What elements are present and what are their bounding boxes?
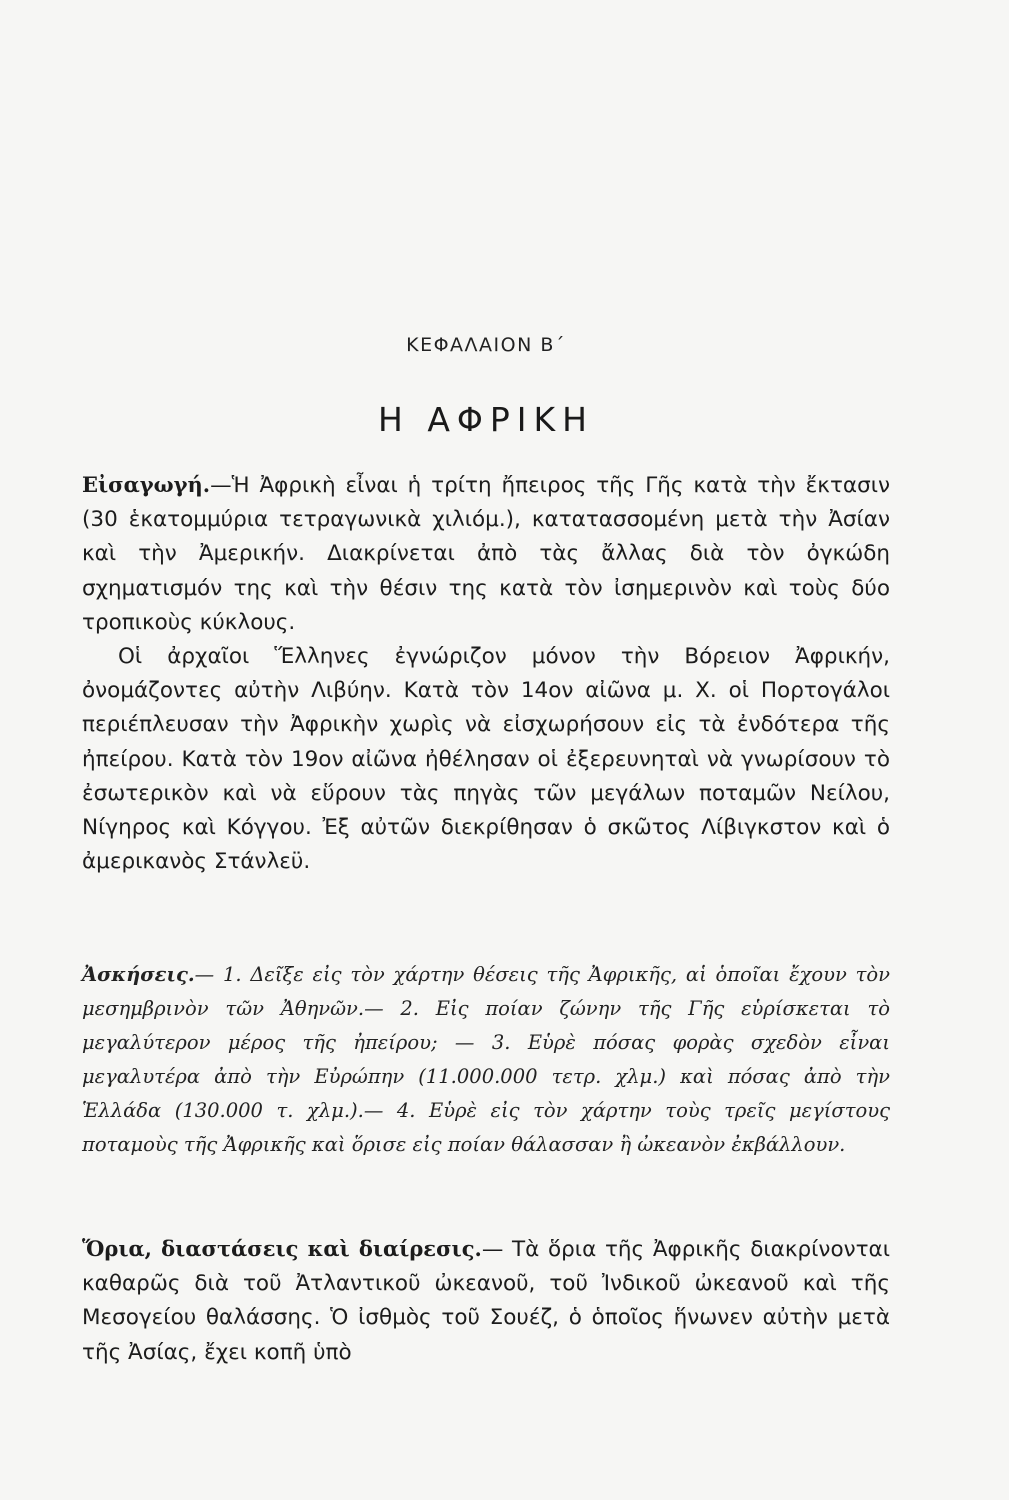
intro-paragraph-2: Οἱ ἀρχαῖοι Ἕλληνες ἐγνώριζον μόνον τὴν Βόρειον Ἀφρικήν, ὀνομάζοντες αὐτὴν Λιβύην. Κατὰ τὸν 14ον αἰῶνα μ. Χ. οἱ Πορτογάλοι περιέπλευσαν τὴν Ἀφρικὴν χωρὶς νὰ εἰσχωρήσουν εἰς τὰ ἐνδότερα τῆς ἠπείρου. Κατὰ τὸν 19ον αἰῶνα ἠθέλησαν οἱ ἐξερευνηταὶ νὰ γνωρίσουν τὸ ἐσωτερικὸν καὶ νὰ εὕρουν τὰς πηγὰς τῶν μεγάλων ποταμῶν Νείλου, Νίγηρος καὶ Κόγγου. Ἐξ αὐτῶν διεκρίθησαν ὁ σκῶτος Λίβιγκστον καὶ ὁ ἀμερικανὸς Στάνλεϋ.: [82, 644, 890, 875]
borders-text: — Τὰ ὅρια τῆς Ἀφρικῆς διακρίνονται καθαρῶς διὰ τοῦ Ἀτλαντικοῦ ὠκεανοῦ, τοῦ Ἰνδικοῦ ὠκεανοῦ καὶ τῆς Μεσογείου θαλάσσης. Ὁ ἰσθμὸς τοῦ Σουέζ, ὁ ὁποῖος ἥνωνεν αὐτὴν μετὰ τῆς Ἀσίας, ἔχει κοπῆ ὑπὸ: [82, 1237, 891, 1365]
borders-heading: Ὅρια, διαστάσεις καὶ διαίρεσις.: [82, 1236, 482, 1261]
intro-paragraph-1: [82, 468, 890, 640]
exercises-text: — 1. Δεῖξε εἰς τὸν χάρτην θέσεις τῆς Ἀφρικῆς, αἱ ὁποῖαι ἔχουν τὸν μεσημβρινὸν τῶν Ἀθηνῶν.— 2. Εἰς ποίαν ζώνην τῆς Γῆς εὑρίσκεται τὸ μεγαλύτερον μέρος τῆς ἠπείρου; — 3. Εὑρὲ πόσας φορὰς σχεδὸν εἶναι μεγαλυτέρα ἀπὸ τὴν Εὐρώπην (11.000.000 τετρ. χλμ.) καὶ πόσας ἀπὸ τὴν Ἑλλάδα (130.000 τ. χλμ.).— 4. Εὑρὲ εἰς τὸν χάρτην τοὺς τρεῖς μεγίστους ποταμοὺς τῆς Ἀφρικῆς καὶ ὅρισε εἰς ποίαν θάλασσαν ἢ ὠκεανὸν ἐκβάλλουν.: [82, 963, 890, 1156]
intro-heading: Εἰσαγωγή.: [82, 472, 211, 497]
borders-section: [82, 1232, 890, 1370]
book-page: [82, 0, 890, 1500]
exercises-heading: Ἀσκήσεις.: [82, 963, 195, 986]
exercises-section: [82, 958, 890, 1162]
chapter-title: Η ΑΦΡΙΚΗ: [378, 400, 594, 439]
intro-paragraph-1-text: —Ἡ Ἀφρικὴ εἶναι ἡ τρίτη ἤπειρος τῆς Γῆς κατὰ τὴν ἔκτασιν (30 ἑκατομμύρια τετραγωνικὰ χιλιόμ.), κατατασσομένη μετὰ τὴν Ἀσίαν καὶ τὴν Ἀμερικήν. Διακρίνεται ἀπὸ τὰς ἄλλας διὰ τὸν ὀγκώδη σχηματισμόν της καὶ τὴν θέσιν της κατὰ τὸν ἰσημερινὸν καὶ τοὺς δύο τροπικοὺς κύκλους.: [82, 473, 890, 635]
chapter-label: ΚΕΦΑΛΑΙΟΝ Β΄: [406, 334, 566, 356]
introduction-section: [82, 468, 890, 879]
